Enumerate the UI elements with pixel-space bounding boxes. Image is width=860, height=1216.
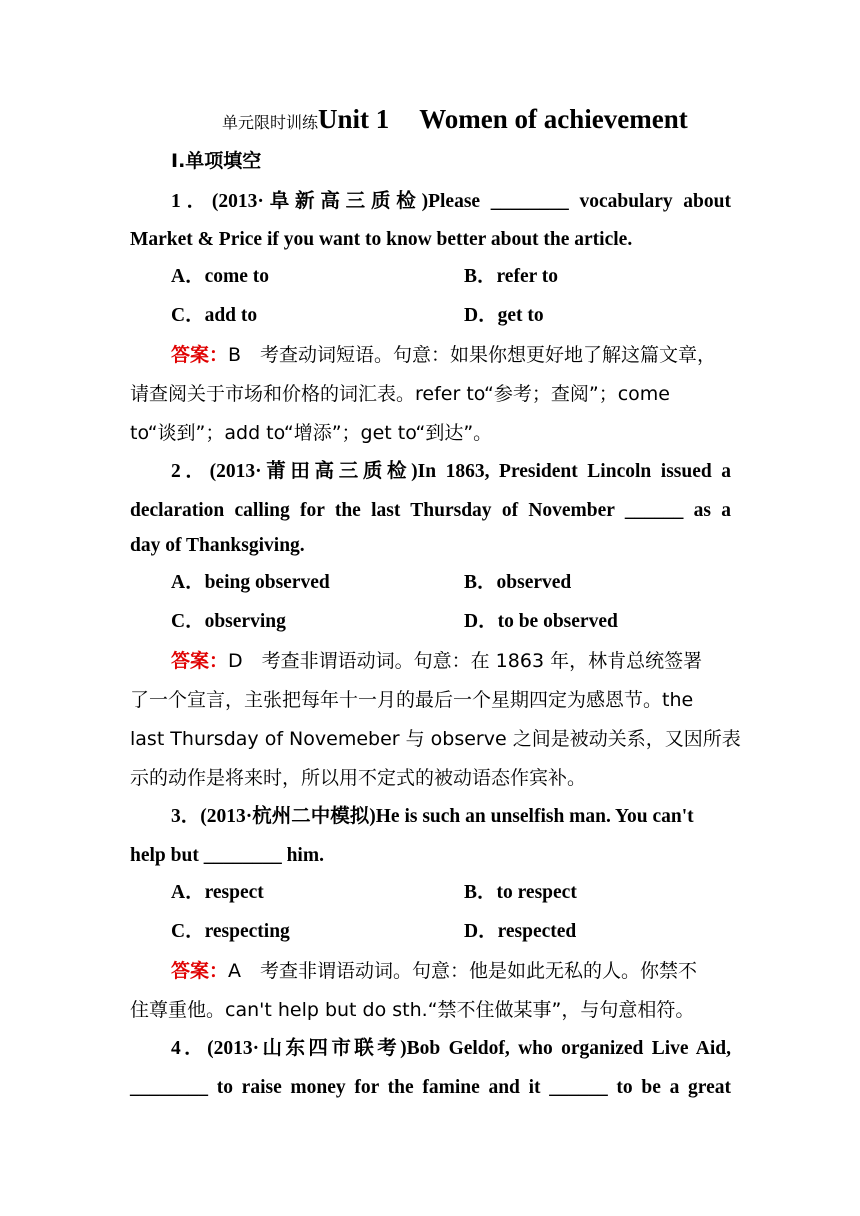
- q1-number: 1．: [171, 191, 212, 212]
- q3-answer-label: 答案：: [171, 960, 229, 982]
- section-heading: Ⅰ.单项填空: [171, 150, 262, 172]
- q4-stem-line1: [171, 1036, 731, 1062]
- q2-answer-text1: D 考查非谓语动词。句意：在 1863 年，林肯总统签署: [228, 650, 703, 672]
- q2-stem-text1: (2013·莆田高三质检)In 1863, President Lincoln issued a: [209, 461, 731, 482]
- q1-option-b: B．refer to: [464, 266, 559, 287]
- q2-option-b: B．observed: [464, 572, 572, 593]
- q1-option-d: D．get to: [464, 305, 544, 326]
- q3-option-d: D．respected: [464, 921, 577, 942]
- page-title: [222, 104, 688, 135]
- q4-number: 4．: [171, 1038, 208, 1059]
- q2-answer-line2: 了一个宣言，主张把每年十一月的最后一个星期四定为感恩节。the: [130, 689, 694, 711]
- title-topic: Women of achievement: [419, 104, 688, 134]
- q1-option-a: A．come to: [171, 266, 270, 287]
- q3-option-c: C．respecting: [171, 921, 290, 942]
- q1-stem-text1: (2013·阜新高三质检)Please ________ vocabulary about: [211, 191, 731, 212]
- q2-number: 2．: [171, 461, 210, 482]
- q1-answer-line1: [171, 342, 731, 368]
- q2-stem-line2: declaration calling for the last Thursday of November ______ as a: [130, 500, 731, 521]
- q1-answer-label: 答案：: [171, 344, 229, 366]
- q2-answer-line3: last Thursday of Novemeber 与 observe 之间是被动关系，又因所表: [130, 728, 741, 750]
- q2-stem-line3: day of Thanksgiving.: [130, 535, 305, 556]
- q3-option-b: B．to respect: [464, 882, 577, 903]
- q4-stem-text1: (2013·山东四市联考)Bob Geldof, who organized Live Aid,: [207, 1038, 731, 1059]
- q3-stem-line1: [171, 804, 731, 830]
- q1-stem-line2: Market & Price if you want to know better about the article.: [130, 229, 633, 250]
- q1-answer-line2: 请查阅关于市场和价格的词汇表。refer to“参考；查阅”；come: [130, 383, 670, 405]
- title-prefix: 单元限时训练: [222, 113, 319, 132]
- title-unit: Unit 1: [318, 104, 390, 134]
- q2-answer-line4: 示的动作是将来时，所以用不定式的被动语态作宾补。: [130, 767, 587, 789]
- q2-answer-line1: [171, 648, 731, 674]
- q2-stem-line1: [171, 459, 731, 485]
- q3-option-a: A．respect: [171, 882, 264, 903]
- q3-answer-text1: A 考查非谓语动词。句意：他是如此无私的人。你禁不: [228, 960, 698, 982]
- q2-option-c: C．observing: [171, 611, 286, 632]
- q3-answer-line2: 住尊重他。can't help but do sth.“禁不住做某事”，与句意相符。: [130, 999, 695, 1021]
- q2-option-d: D．to be observed: [464, 611, 618, 632]
- q1-stem-line1: [171, 189, 731, 215]
- q4-stem-line2: ________ to raise money for the famine and it ______ to be a great: [130, 1077, 731, 1098]
- q3-answer-line1: [171, 958, 731, 984]
- q3-stem-text1: (2013·杭州二中模拟)He is such an unselfish man. You can't: [200, 806, 694, 827]
- q3-number: 3．: [171, 806, 201, 827]
- q3-stem-line2: help but ________ him.: [130, 845, 324, 866]
- q1-answer-line3: to“谈到”；add to“增添”；get to“到达”。: [130, 422, 493, 444]
- q1-answer-text1: B 考查动词短语。句意：如果你想更好地了解这篇文章，: [228, 344, 717, 366]
- q1-option-c: C．add to: [171, 305, 258, 326]
- q2-option-a: A．being observed: [171, 572, 330, 593]
- q2-answer-label: 答案：: [171, 650, 229, 672]
